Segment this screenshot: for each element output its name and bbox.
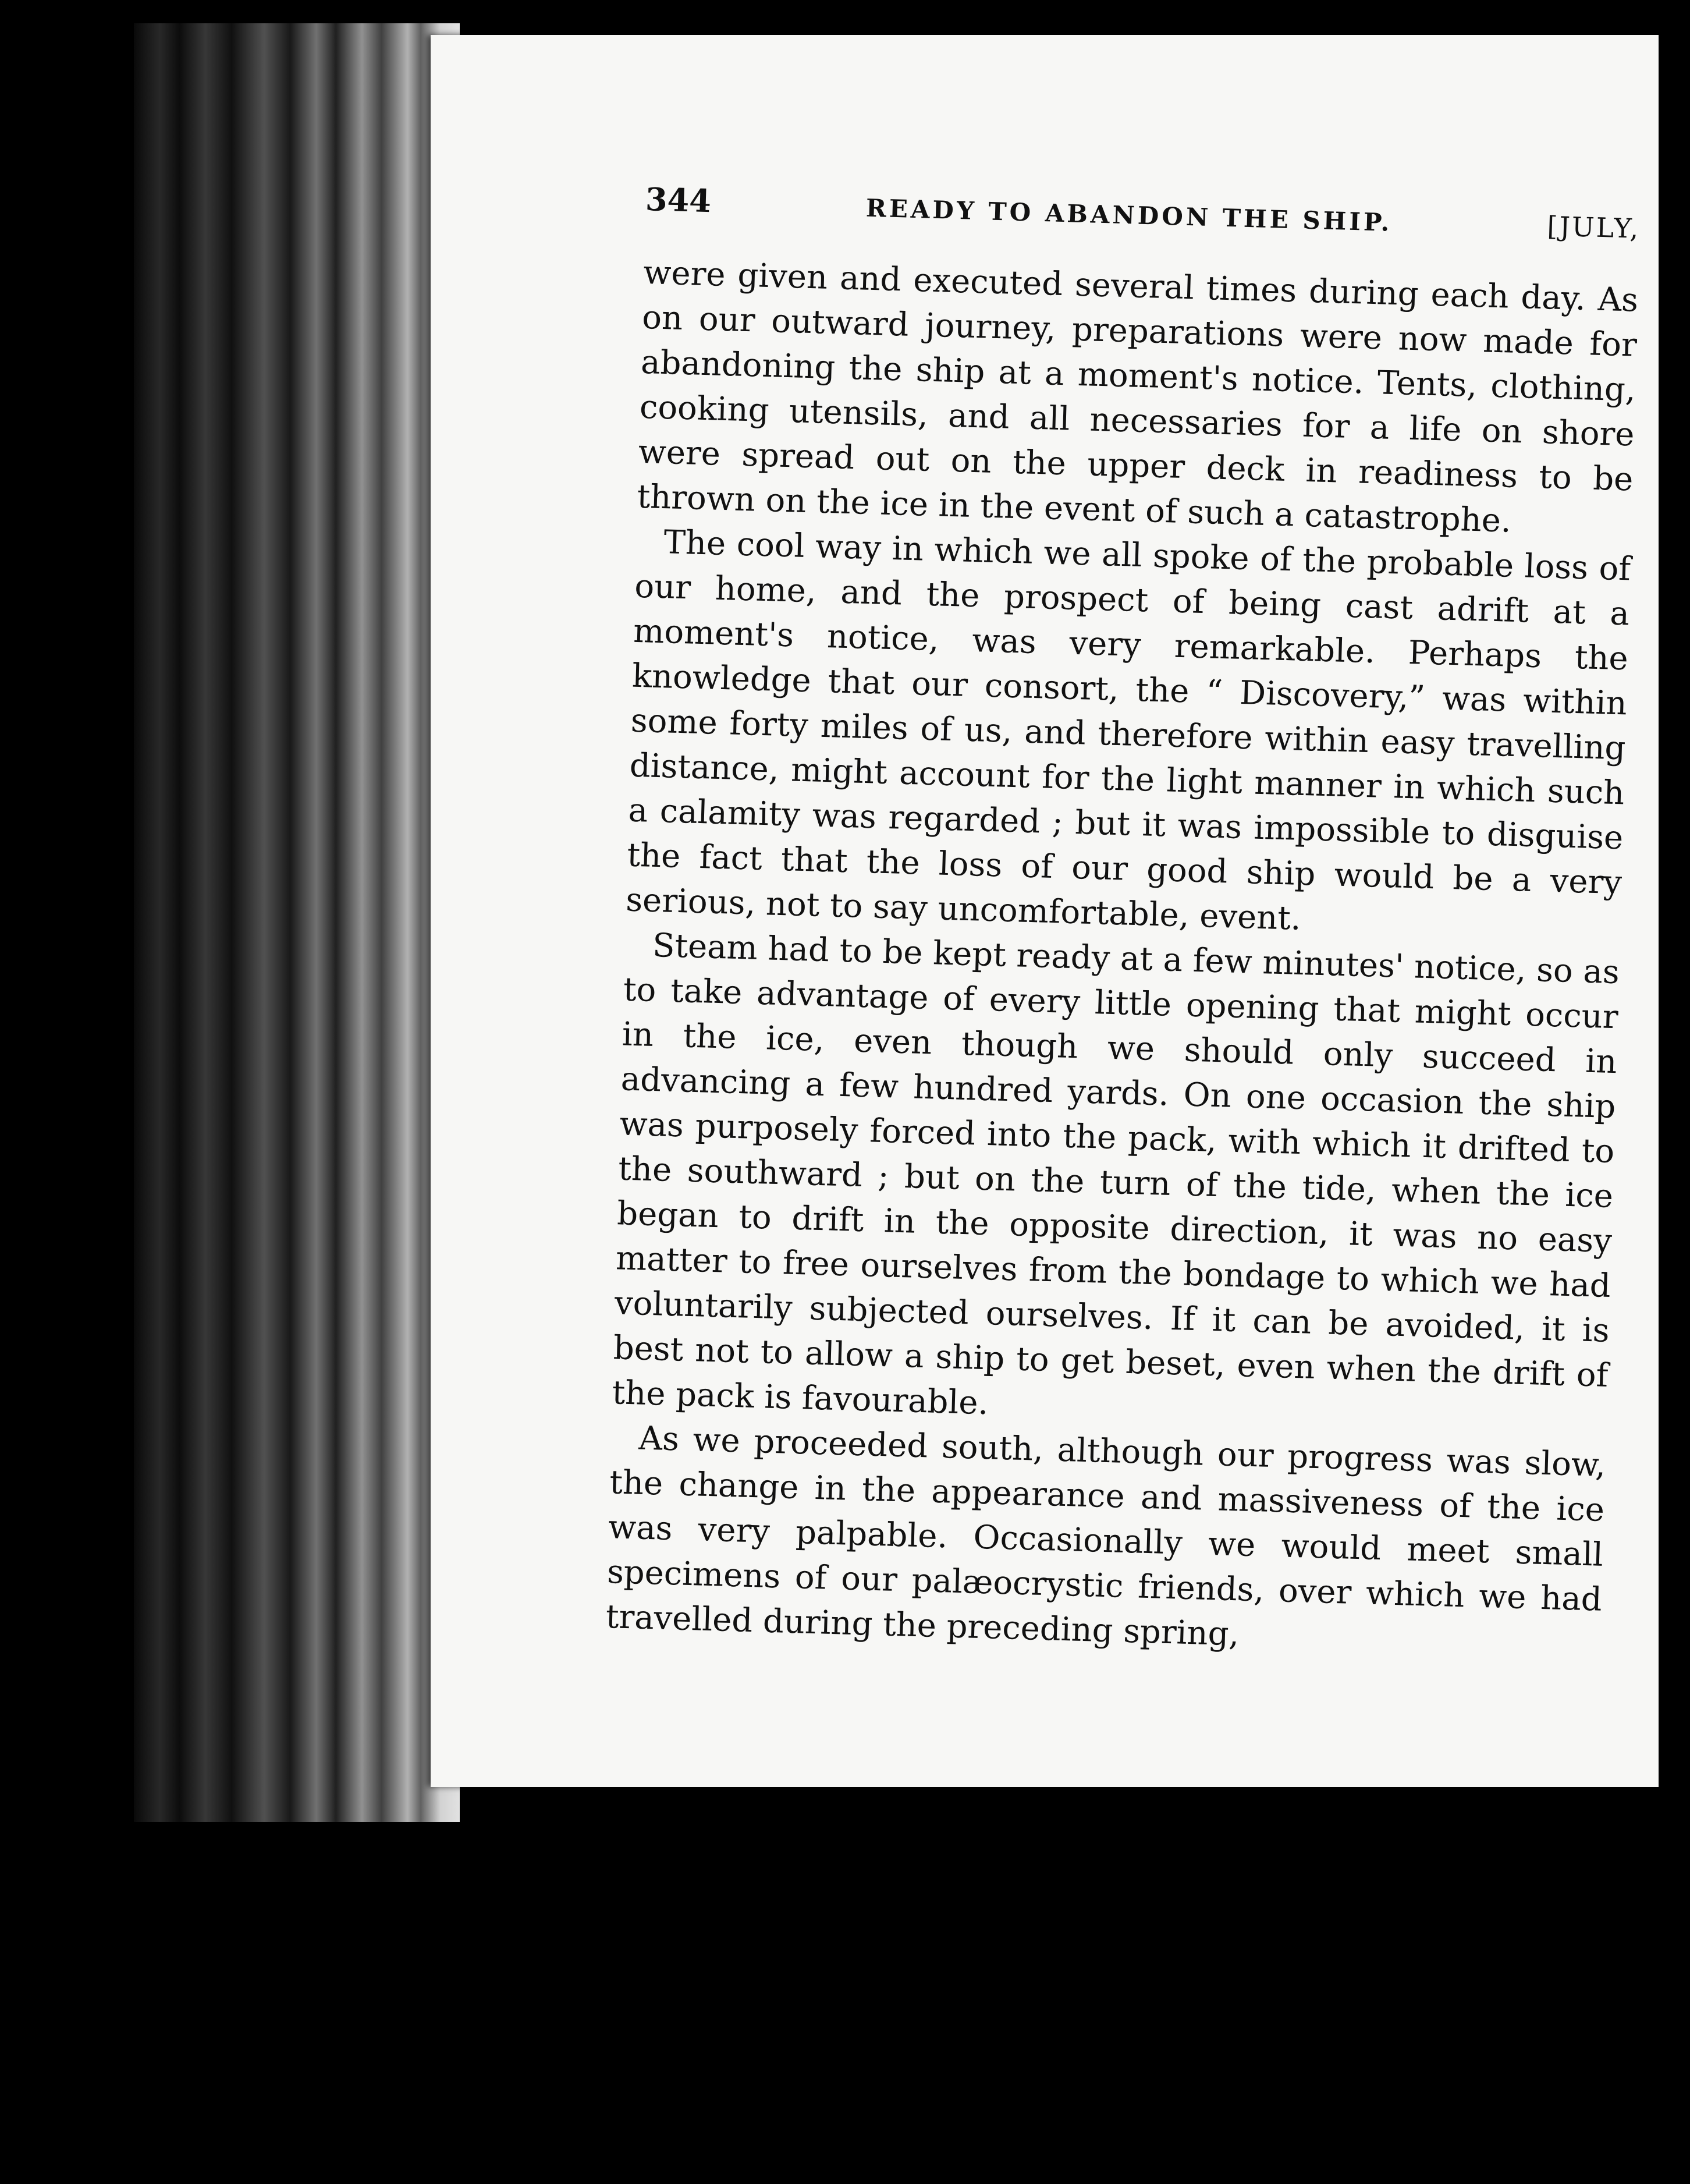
paragraph-4: As we proceeded south, although our progress was slow, the change in the appearance and massiveness of the ice was very palpable. Occasionally we would meet small specimens of our palæocrystic friends, over which we had travelled during the preceding spring, — [605, 1419, 1606, 1654]
paragraph-1: were given and executed several times during each day. As on our outward journey, preparations were now made for abandoning the ship at a moment's notice. Tents, clothing, cooking utensils, and all necessaries for a life on shore were spread out on the upper deck in readiness to be thrown on the ice in the event of such a catastrophe. — [636, 253, 1639, 540]
page-content — [605, 180, 1641, 1667]
page-header — [644, 180, 1641, 261]
book-page-edges — [134, 23, 460, 1822]
page-number: 344 — [645, 180, 712, 220]
paragraph-2: The cool way in which we all spoke of the probable loss of our home, and the prospect of being cast adrift at a moment's notice, was very remarkable. Perhaps the knowledge that our consort, the “ Discovery,” was within some forty miles of us, and therefore within easy travelling distance, might account for the light manner in which such a calamity was regarded ; but it was impossible to disguise the fact that the loss of our good ship would be a very serious, not to say uncomfortable, event. — [625, 523, 1631, 938]
running-head: READY TO ABANDON THE SHIP. — [865, 193, 1393, 237]
book-page — [431, 35, 1659, 1787]
paragraph-3: Steam had to be kept ready at a few minutes' notice, so as to take advantage of every little opening that might occur in the ice, even though we should only succeed in advancing a few hundred yards. On one occasion the ship was purposely forced into the pack, with which it drifted to the southward ; but on the turn of the tide, when the ice began to drift in the opposite direction, it was no easy matter to free ourselves from the bondage to which we had voluntarily subjected ourselves. If it can be avoided, it is best not to allow a ship to get beset, even when the drift of the pack is favourable. — [611, 926, 1620, 1423]
section-mark: [JULY, — [1546, 210, 1641, 244]
